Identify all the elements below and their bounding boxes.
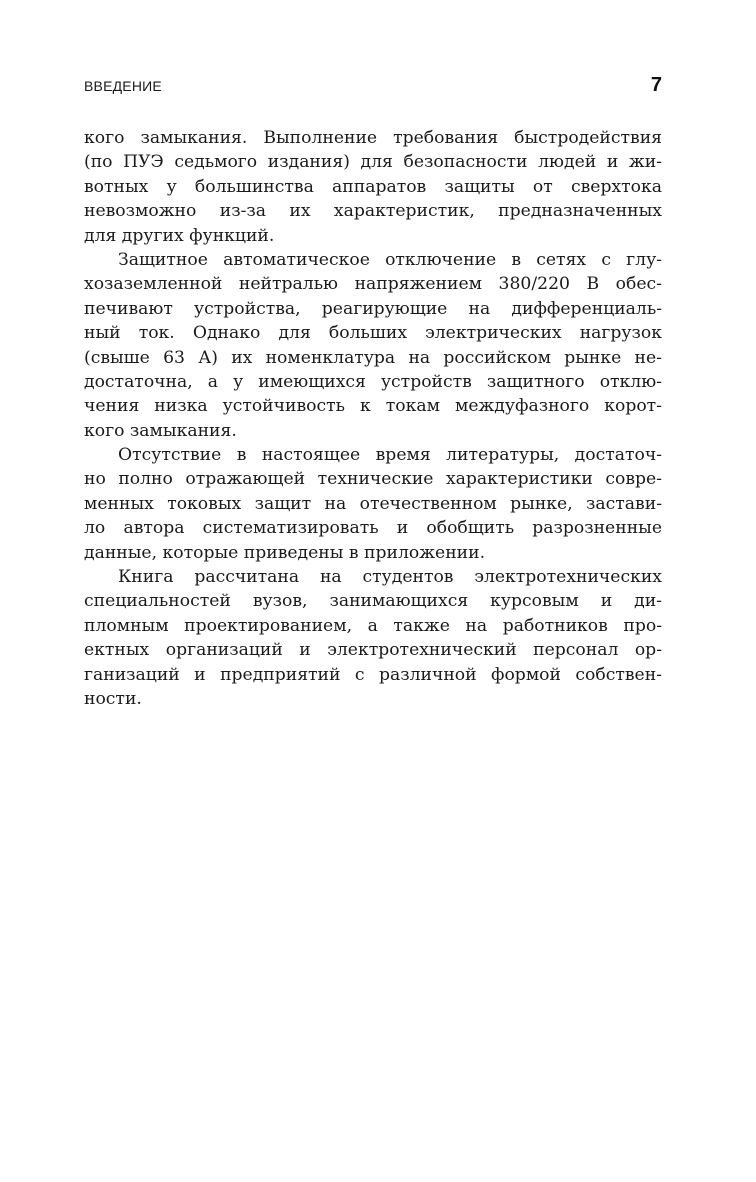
- text-line: ный ток. Однако для больших электрических нагрузок: [84, 323, 662, 344]
- text-line: данные, которые приведены в приложении.: [84, 542, 486, 563]
- text-line: хозаземленной нейтралью напряжением 380/220 В обес-: [84, 274, 662, 295]
- text-line: Защитное автоматическое отключение в сетях с глу-: [118, 249, 662, 270]
- text-line: кого замыкания. Выполнение требования быстродействия: [84, 128, 662, 148]
- text-line: Книга рассчитана на студентов электротехнических: [118, 567, 662, 588]
- paragraph: [84, 126, 662, 248]
- text-line: кого замыкания.: [84, 420, 237, 441]
- text-line: невозможно из-за их характеристик, предназначенных: [84, 201, 662, 222]
- text-line: вотных у большинства аппаратов защиты от сверхтока: [84, 176, 662, 197]
- page-number: 7: [650, 74, 662, 96]
- text-line: ектных организаций и электротехнический персонал ор-: [84, 640, 662, 661]
- text-line: (свыше 63 А) их номенклатура на российском рынке не-: [84, 347, 662, 368]
- text-line: пломным проектированием, а также на работников про-: [84, 615, 662, 636]
- text-line: ганизаций и предприятий с различной формой собствен-: [84, 664, 662, 685]
- text-line: но полно отражающей технические характеристики совре-: [84, 469, 662, 490]
- text-line: (по ПУЭ седьмого издания) для безопасности людей и жи-: [84, 152, 662, 173]
- text-line: ло автора систематизировать и обобщить разрозненные: [84, 518, 662, 539]
- paragraph: [84, 248, 662, 443]
- text-line: чения низка устойчивость к токам междуфазного корот-: [84, 396, 662, 417]
- text-line: специальностей вузов, занимающихся курсовым и ди-: [84, 591, 662, 612]
- section-title: ВВЕДЕНИЕ: [84, 78, 162, 94]
- text-line: достаточна, а у имеющихся устройств защитного отклю-: [84, 371, 662, 392]
- paragraph: [84, 565, 662, 711]
- text-body: [84, 126, 662, 711]
- text-line: печивают устройства, реагирующие на дифференциаль-: [84, 298, 662, 319]
- text-line: менных токовых защит на отечественном рынке, застави-: [84, 493, 662, 514]
- text-line: Отсутствие в настоящее время литературы, достаточ-: [118, 445, 662, 466]
- text-line: для других функций.: [84, 225, 275, 246]
- paragraph: [84, 443, 662, 565]
- running-header: [84, 76, 662, 100]
- text-line: ности.: [84, 688, 142, 709]
